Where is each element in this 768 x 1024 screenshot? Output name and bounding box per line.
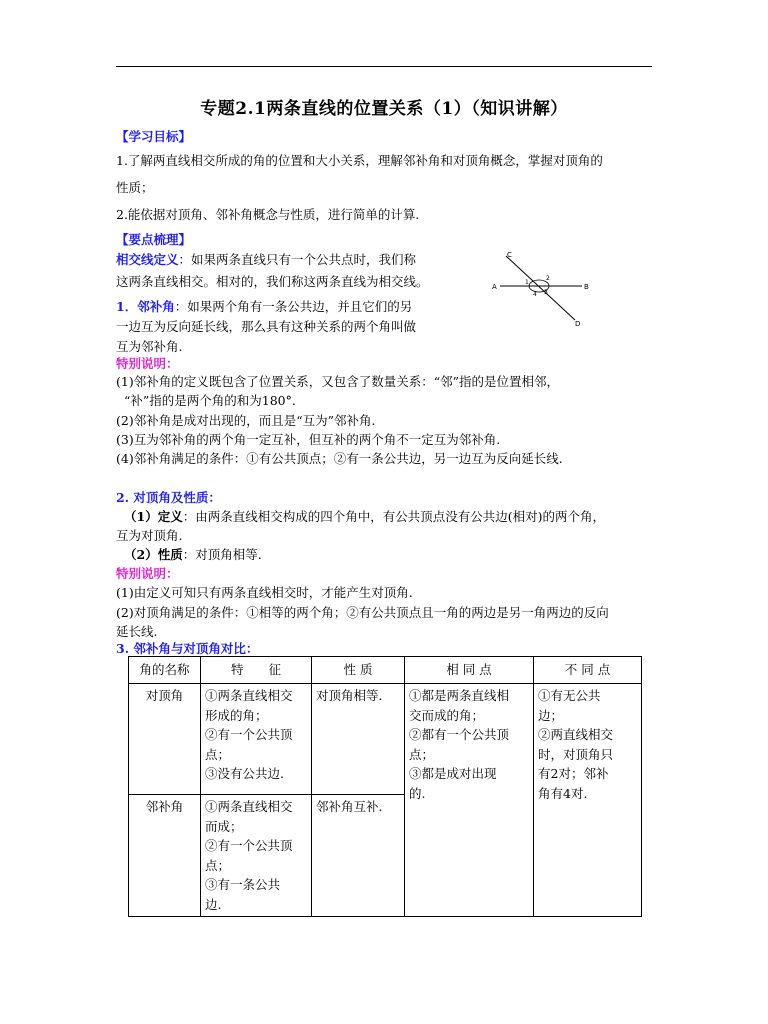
text-line: ①两条直线相交	[205, 799, 293, 814]
note-2-item-1: (1)由定义可知只有两条直线相交时，才能产生对顶角.	[116, 585, 413, 600]
note-2-item-2-line-1: (2)对顶角满足的条件：①相等的两个角；②有公共顶点且一角的两边是另一角两边的反向	[116, 605, 609, 620]
text-line: 有2对；邻补	[538, 766, 609, 781]
text-line: ②都有一个公共顶	[409, 727, 510, 742]
definition-label: （1）定义	[124, 509, 183, 524]
page-title: 专题2.1两条直线的位置关系（1）（知识讲解）	[200, 99, 568, 119]
property-text: ：对顶角相等.	[182, 547, 262, 562]
note-2-item-2-line-2: 延长线.	[116, 624, 158, 639]
header-differences: 不 同 点	[534, 657, 642, 684]
intersect-text-1: ：如果两条直线只有一个公共点时，我们称	[178, 252, 417, 267]
goals-heading: 【学习目标】	[116, 129, 192, 144]
text-line: ②有一个公共顶	[205, 838, 293, 853]
differences-cell	[534, 684, 642, 917]
row-vertical-property: 对顶角相等.	[312, 684, 405, 795]
row-adjacent-property: 邻补角互补.	[312, 795, 405, 917]
adjacent-definition-line-3: 互为邻补角.	[116, 339, 183, 354]
vertical-property	[124, 546, 262, 564]
text-line: 的.	[409, 785, 426, 801]
vertical-definition-line-1	[124, 508, 605, 526]
vertical-angles-heading: 2. 对顶角及性质：	[116, 490, 221, 505]
text-line: 点；	[205, 857, 231, 873]
adjacent-definition-line-2: 一边互为反向延长线，那么具有这种关系的两个角叫做	[116, 319, 417, 334]
text-line: 边.	[205, 896, 222, 912]
header-property: 性 质	[312, 657, 405, 684]
text-line: ①都是两条直线相	[409, 688, 510, 703]
note-1-item-3: (3)互为邻补角的两个角一定互补，但互补的两个角不一定互为邻补角.	[116, 432, 501, 447]
row-adjacent-features	[201, 795, 312, 917]
text-line: 时，对顶角只	[538, 746, 614, 762]
table-header-row	[129, 657, 642, 684]
angle-3: 3	[544, 289, 548, 296]
label-d: D	[575, 320, 581, 328]
definition-text: ：由两条直线相交构成的四个角中，有公共顶点没有公共边(相对)的两个角，	[182, 509, 605, 524]
text-line: ②两直线相交	[538, 727, 614, 742]
row-vertical-name: 对顶角	[129, 684, 201, 795]
intersecting-lines-figure	[486, 248, 596, 332]
comparison-heading: 3. 邻补角与对顶角对比：	[116, 641, 259, 656]
note-1-heading: 特别说明：	[116, 356, 179, 371]
line-cd	[506, 256, 575, 320]
angle-4: 4	[533, 291, 537, 298]
property-label: （2）性质	[124, 547, 183, 562]
text-line: ③有一条公共	[205, 877, 281, 892]
adjacent-label: 1．邻补角	[116, 299, 175, 314]
text-line: 交而成的角；	[409, 707, 485, 723]
text-line: 点；	[409, 746, 435, 762]
angle-1: 1	[525, 279, 529, 286]
header-features: 特 征	[201, 657, 312, 684]
goal-2: 2.能依据对顶角、邻补角概念与性质，进行简单的计算.	[116, 207, 420, 222]
label-c: C	[507, 251, 512, 259]
text-line: ③没有公共边.	[205, 766, 284, 781]
header-name: 角的名称	[129, 657, 201, 684]
label-b: B	[584, 283, 589, 291]
text-line: 角有4对.	[538, 785, 588, 801]
note-2-heading: 特别说明：	[116, 566, 179, 581]
note-1-item-4: (4)邻补角满足的条件：①有公共顶点；②有一条公共边，另一边互为反向延长线.	[116, 451, 563, 466]
angle-2: 2	[546, 275, 550, 282]
intersect-definition-line-1	[116, 251, 416, 269]
intersect-label: 相交线定义	[116, 252, 179, 267]
note-1-item-2: (2)邻补角是成对出现的，而且是“互为”邻补角.	[116, 413, 376, 428]
note-1-item-1-line-1: (1)邻补角的定义既包含了位置关系，又包含了数量关系：“邻”指的是位置相邻，	[116, 374, 559, 389]
similarities-cell	[405, 684, 534, 917]
vertical-definition-line-2: 互为对顶角.	[116, 528, 183, 543]
row-vertical-features	[201, 684, 312, 795]
top-rule	[116, 66, 652, 67]
comparison-table	[128, 656, 642, 917]
text-line: 点；	[205, 746, 231, 762]
text-line: ①有无公共	[538, 688, 601, 703]
text-line: 边；	[538, 707, 564, 723]
header-similarities: 相 同 点	[405, 657, 534, 684]
text-line: ②有一个公共顶	[205, 727, 293, 742]
label-a: A	[492, 283, 497, 291]
goal-1-line-2: 性质；	[116, 180, 154, 195]
row-adjacent-name: 邻补角	[129, 795, 201, 917]
intersect-definition-line-2: 这两条直线相交。相对的，我们称这两条直线为相交线。	[116, 274, 429, 289]
text-line: ③都是成对出现	[409, 766, 497, 781]
goal-1-line-1: 1.了解两直线相交所成的角的位置和大小关系，理解邻补角和对顶角概念，掌握对顶角的	[116, 153, 603, 168]
text-line: 而成；	[205, 818, 243, 834]
adjacent-definition-line-1	[116, 298, 412, 316]
adjacent-text-1: ：如果两个角有一条公共边，并且它们的另	[174, 299, 413, 314]
points-heading: 【要点梳理】	[116, 232, 192, 247]
table-row	[129, 684, 642, 795]
text-line: 形成的角；	[205, 707, 268, 723]
text-line: ①两条直线相交	[205, 688, 293, 703]
note-1-item-1-line-2: “补”指的是两个角的和为180°.	[124, 393, 296, 408]
